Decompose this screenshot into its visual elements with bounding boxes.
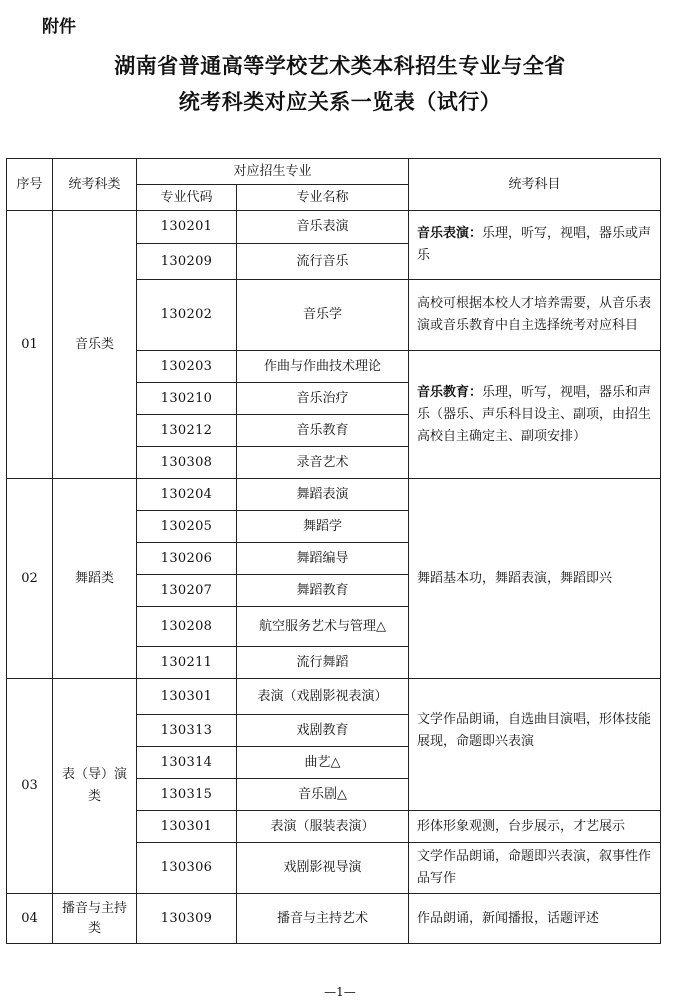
code-cell: 130209 <box>137 244 237 280</box>
subjects-cell <box>409 894 661 944</box>
name-cell: 舞蹈学 <box>237 511 409 543</box>
name-cell: 录音艺术 <box>237 447 409 479</box>
page-number: —1— <box>324 985 356 999</box>
subject-text: 文学作品朗诵，命题即兴表演，叙事性作品写作 <box>417 849 652 886</box>
subjects-cell <box>409 280 661 351</box>
subjects-cell <box>409 679 661 811</box>
subject-bold: 音乐表演： <box>417 226 483 241</box>
subject-text: 高校可根据本校人才培养需要，从音乐表演或音乐教育中自主选择统考对应科目 <box>417 296 652 333</box>
code-cell: 130308 <box>137 447 237 479</box>
subject-text: 舞蹈基本功，舞蹈表演，舞蹈即兴 <box>417 570 613 586</box>
seq-cell: 04 <box>7 894 53 944</box>
category-cell: 音乐类 <box>53 211 137 479</box>
subject-text: 形体形象观测，台步展示，才艺展示 <box>417 818 626 834</box>
header-seq: 序号 <box>7 159 53 211</box>
subjects-cell <box>409 351 661 479</box>
code-cell: 130301 <box>137 811 237 843</box>
subjects-cell <box>409 479 661 679</box>
category-cell: 播音与主持类 <box>53 894 137 944</box>
code-cell: 130208 <box>137 607 237 647</box>
subject-bold: 音乐教育： <box>417 384 483 400</box>
attachment-label: 附件 <box>42 17 76 37</box>
category-cell: 表（导）演类 <box>53 679 137 894</box>
subject-text: 文学作品朗诵，自选曲目演唱，形体技能展现，命题即兴表演 <box>417 712 652 749</box>
header-category: 统考科类 <box>53 159 137 211</box>
name-cell: 表演（服装表演） <box>237 811 409 843</box>
name-cell: 作曲与作曲技术理论 <box>237 351 409 383</box>
code-cell: 130306 <box>137 843 237 894</box>
table-row <box>7 894 661 944</box>
title-line-1: 湖南省普通高等学校艺术类本科招生专业与全省 <box>114 54 566 78</box>
code-cell: 130201 <box>137 211 237 244</box>
name-cell: 音乐教育 <box>237 415 409 447</box>
code-cell: 130204 <box>137 479 237 511</box>
name-cell: 音乐剧△ <box>237 779 409 811</box>
name-cell: 戏剧影视导演 <box>237 843 409 894</box>
name-cell: 舞蹈表演 <box>237 479 409 511</box>
code-cell: 130203 <box>137 351 237 383</box>
code-cell: 130212 <box>137 415 237 447</box>
code-cell: 130313 <box>137 715 237 747</box>
table-row <box>7 479 661 511</box>
category-cell: 舞蹈类 <box>53 479 137 679</box>
header-majors-group: 对应招生专业 <box>137 159 409 185</box>
name-cell: 戏剧教育 <box>237 715 409 747</box>
code-cell: 130309 <box>137 894 237 944</box>
subject-text: 乐理，听写，视唱，器乐和声乐（器乐、声乐科目设主、副项，由招生高校自主确定主、副项安排） <box>417 384 652 444</box>
code-cell: 130211 <box>137 647 237 679</box>
name-cell: 流行音乐 <box>237 244 409 280</box>
subjects-cell <box>409 843 661 894</box>
name-cell: 音乐表演 <box>237 211 409 244</box>
name-cell: 舞蹈教育 <box>237 575 409 607</box>
header-subjects: 统考科目 <box>409 159 661 211</box>
seq-cell: 02 <box>7 479 53 679</box>
name-cell: 曲艺△ <box>237 747 409 779</box>
code-cell: 130205 <box>137 511 237 543</box>
seq-cell: 03 <box>7 679 53 894</box>
name-cell: 音乐治疗 <box>237 383 409 415</box>
code-cell: 130210 <box>137 383 237 415</box>
header-name: 专业名称 <box>237 185 409 211</box>
name-cell: 表演（戏剧影视表演） <box>237 679 409 715</box>
code-cell: 130206 <box>137 543 237 575</box>
code-cell: 130301 <box>137 679 237 715</box>
seq-cell: 01 <box>7 211 53 479</box>
name-cell: 播音与主持艺术 <box>237 894 409 944</box>
name-cell: 流行舞蹈 <box>237 647 409 679</box>
name-cell: 舞蹈编导 <box>237 543 409 575</box>
title-line-2: 统考科类对应关系一览表（试行） <box>178 90 502 114</box>
table-row <box>7 679 661 715</box>
name-cell: 音乐学 <box>237 280 409 351</box>
subjects-cell <box>409 811 661 843</box>
subjects-cell <box>409 211 661 280</box>
subject-text: 乐理，听写，视唱，器乐或声乐 <box>417 226 652 263</box>
majors-table <box>6 158 661 944</box>
code-cell: 130314 <box>137 747 237 779</box>
header-code: 专业代码 <box>137 185 237 211</box>
name-cell: 航空服务艺术与管理△ <box>237 607 409 647</box>
code-cell: 130207 <box>137 575 237 607</box>
table-row <box>7 211 661 244</box>
code-cell: 130315 <box>137 779 237 811</box>
subject-text: 作品朗诵，新闻播报，话题评述 <box>417 910 600 926</box>
code-cell: 130202 <box>137 280 237 351</box>
